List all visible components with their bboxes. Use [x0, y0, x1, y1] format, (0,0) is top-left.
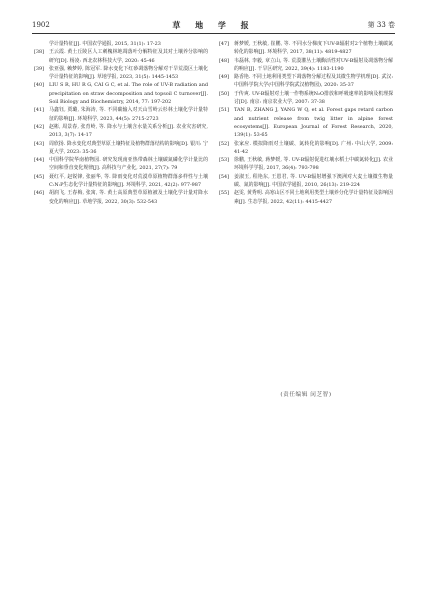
reference-text: LIU S R, HU R G, CAI G C, et al. The role of UV-B radiation and precipitation on straw decomposition and topsoil C turnover[J]. Soil Biology and Biochemistry, 2014, 77: 197-202 [49, 82, 208, 106]
reference-number: [50] [219, 90, 230, 97]
reference-number: [43] [34, 140, 45, 147]
reference-item [34, 123, 208, 140]
responsible-editor-note: (责任编辑 闵芝智) [280, 392, 332, 398]
reference-number: [53] [219, 157, 230, 164]
page-header [32, 18, 395, 32]
reference-item [34, 106, 208, 123]
reference-text: 徐鹏, 王秋敏, 蒋梦媛, 等. UV-B辐射促进红壤水稻土中碳氮转化[J]. 农业环境科学学报, 2017, 36(4): 793-798 [234, 157, 393, 172]
left-reference-column [34, 40, 208, 206]
reference-number: [47] [219, 41, 230, 47]
reference-text: 学计量特征[J]. 中国农学通报, 2015, 31(1): 17-23 [49, 41, 161, 47]
reference-number: [40] [34, 82, 45, 89]
reference-number: [41] [34, 107, 45, 114]
reference-number: [44] [34, 157, 45, 164]
reference-text: 王云霞. 黄土丘陵区人工刺槐林地凋落叶分解特征及其对土壤养分影响的研究[D]. 杨凌: 西北农林科技大学, 2020: 45-46 [49, 49, 208, 64]
reference-text: 姜淑玉, 程艳东, 王恩君, 等. UV-B辐射增强下澳洲对大麦土壤微生物量碳、氮的影响[J]. 中国农学通报, 2010, 26(13): 219-224 [234, 173, 393, 189]
page-number: 1902 [32, 21, 50, 29]
reference-text: 于传爽. UV-B辐射对土壤一作物系统N₂O排放和呼吸速率的影响及机理探讨[D]. 南京: 南京农业大学, 2007: 37-38 [234, 90, 393, 106]
reference-item [219, 106, 393, 139]
reference-item [219, 90, 393, 107]
reference-number: [48] [219, 57, 230, 64]
reference-text: 聂红平, 赵锐锋, 张丽华, 等. 降雨变化对荒漠草原植物群落多样性与土壤C:N:P生态化学计量特征的影响[J]. 环境科学, 2021, 42(2): 977-987 [49, 173, 208, 189]
reference-number: [42] [34, 123, 45, 130]
reference-item [219, 57, 393, 74]
reference-item [34, 189, 208, 206]
reference-item [34, 140, 208, 157]
reference-text: 蒋梦媛, 王秋敏, 崔鹏, 等. 不同水分梯度下UV-B辐射对2个植物土壤碳氮转化的影响[J]. 环境科学, 2017, 38(11): 4819-4827 [234, 41, 393, 56]
reference-item [34, 65, 208, 82]
reference-number: [46] [34, 190, 45, 197]
reference-item [219, 173, 393, 190]
reference-number: [49] [219, 74, 230, 81]
reference-text: 赵彬, 周景春, 张育岭, 等. 降水与土壤含水量关系分析[J]. 农业灾害研究, 2013, 3(7): 14-17 [49, 123, 208, 139]
reference-item [219, 156, 393, 173]
reference-text: 中国科学院华南植物园. 研究发现南亚热带森林土壤碳氮磷化学计量比的空间和垂直变化规律[J]. 高科技与产业化, 2021, 27(7): 79 [49, 157, 208, 172]
reference-text: 路香艳. 不同土地利用类型下凋落物分解过程及其微生物学机理[D]. 武汉: 中国科学院大学(中国科学院武汉植物园), 2020: 35-37 [234, 74, 393, 89]
reference-text: 马鑫钰, 贾璐, 朱海涛, 等. 不同碳输入对天山雪岭云杉林土壤化学计量特征的影响[J]. 环境科学, 2023, 44(5): 2715-2723 [49, 107, 208, 122]
right-reference-column [219, 40, 393, 206]
volume-label: 第 33 卷 [367, 21, 395, 29]
reference-number: [39] [34, 65, 45, 72]
reference-item [34, 40, 208, 48]
reference-number: [45] [34, 173, 45, 180]
reference-number: [38] [34, 49, 45, 56]
reference-number: [55] [219, 190, 230, 197]
reference-item [219, 40, 393, 57]
reference-item [34, 173, 208, 190]
reference-number: [54] [219, 173, 230, 180]
header-rule [32, 33, 395, 34]
reference-text: 张亚强, 赖梦婷, 陈冠军. 降水变化下红砂凋落物分解对干旱荒漠区土壤化学计量特征的影响[J]. 草地学报, 2023, 31(5): 1445-1453 [49, 65, 208, 81]
reference-item [34, 48, 208, 65]
reference-text: 胡润飞, 王春梅, 张寓, 等. 黄土高原典型草原植被及土壤化学计量对降水变化的响应[J]. 草地学报, 2022, 30(3): 532-543 [49, 190, 208, 205]
reference-number: [51] [219, 107, 230, 114]
journal-title: 草 地 学 报 [172, 20, 255, 30]
reference-text: 韦磊林, 李毅, 章立山, 等. 荒漠灌丛土壤酶活性对UV-B辐射及凋落物分解的响应[J]. 干旱区研究, 2022, 39(4): 1183-1190 [234, 57, 393, 72]
reference-text: 周欣扬. 降水变化对典型草原土壤特征及植物群落结构的影响[D]. 银川: 宁夏大学, 2023: 35-36 [49, 140, 208, 155]
reference-item [219, 189, 393, 206]
reference-item [219, 73, 393, 90]
reference-item [34, 81, 208, 106]
reference-number: [52] [219, 140, 230, 147]
reference-item [34, 156, 208, 173]
reference-text: 赵雯, 黄秀明. 高寒山区不同土地利用类型土壤养分化学计量特征及影响因素[J]. 生态学报, 2022, 42(11): 4415-4427 [234, 190, 393, 205]
reference-text: 张家应. 模拟降雨对土壤碳、氮转化的影响[D]. 广州: 中山大学, 2009: 41-42 [234, 140, 393, 155]
reference-item [219, 140, 393, 157]
reference-text: TAN B, ZHANG J, YANG W Q, et al. Forest gaps retard carbon and nutrient release from twig litter in alpine forest ecosystems[J]. European Journal of Forest Research, 2020, 139(1): 53-65 [234, 107, 393, 139]
